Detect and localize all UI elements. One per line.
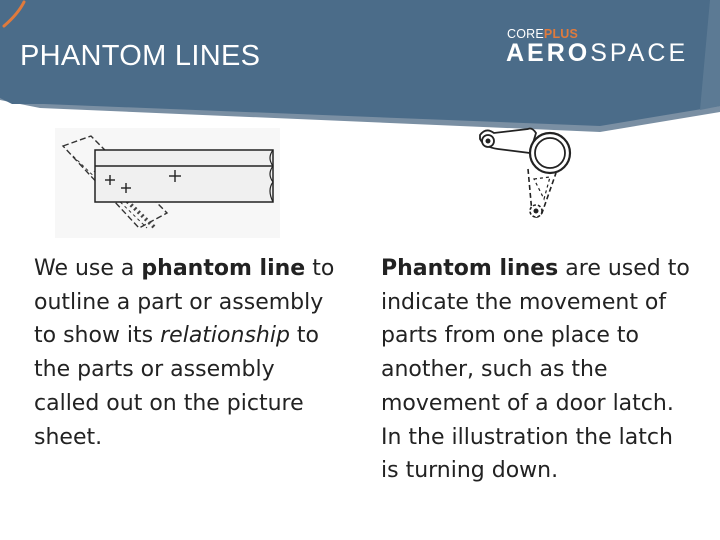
left-description-text bbox=[34, 252, 344, 454]
logo-space-text: SPACE bbox=[590, 39, 689, 67]
left-text-run-2: to outline a part or assembly to show its bbox=[34, 256, 335, 349]
logo-core-text: CORE bbox=[507, 27, 544, 41]
right-text-run-1: are used to indicate the movement of parts from one place to another, such as the movement of a door latch. In the illustration the latch is turning down. bbox=[381, 256, 690, 484]
logo-main-line bbox=[506, 39, 688, 68]
right-description-text bbox=[381, 252, 691, 488]
left-text-run-1: We use a bbox=[34, 256, 142, 281]
latch-movement-illustration bbox=[470, 125, 580, 225]
logo-swoosh-icon bbox=[0, 0, 30, 30]
left-text-bold-phantom-line: phantom line bbox=[141, 256, 306, 281]
left-text-run-3: to the parts or assembly called out on the picture sheet. bbox=[34, 323, 320, 450]
page-title: PHANTOM LINES bbox=[20, 40, 261, 72]
slide-header bbox=[0, 0, 720, 135]
right-text-bold-phantom-lines: Phantom lines bbox=[381, 256, 559, 281]
phantom-outline-illustration bbox=[55, 128, 280, 238]
left-text-italic-relationship: relationship bbox=[160, 323, 290, 349]
logo-aero-text: AERO bbox=[506, 39, 591, 67]
logo-plus-text: PLUS bbox=[543, 27, 579, 41]
